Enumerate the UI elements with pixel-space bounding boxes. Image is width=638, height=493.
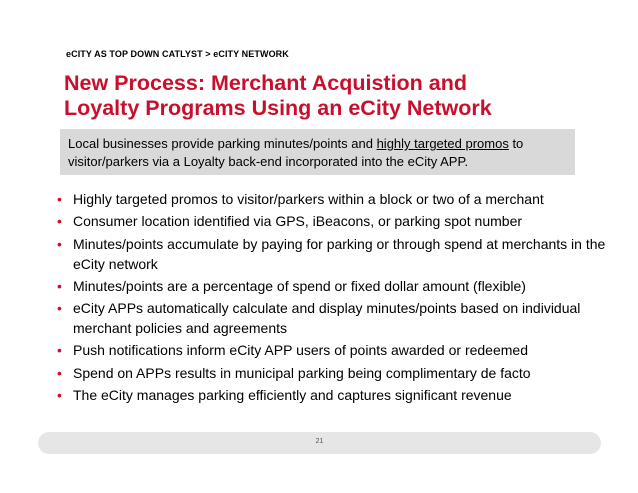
bullet-list <box>57 189 617 407</box>
bullet-text: Minutes/points are a percentage of spend or fixed dollar amount (flexible) <box>73 277 526 294</box>
bullet-text: Push notifications inform eCity APP users of points awarded or redeemed <box>73 342 528 359</box>
breadcrumb: eCITY AS TOP DOWN CATLYST > eCITY NETWORK <box>66 49 289 59</box>
bullet-dot-icon: • <box>57 364 62 381</box>
bullet-item <box>57 340 617 360</box>
callout-text-after: to visitor/parkers via a Loyalty back-end incorporated into the eCity APP. <box>68 136 524 169</box>
bullet-dot-icon: • <box>57 213 62 230</box>
slide-title-line-1: New Process: Merchant Acquistion and <box>64 71 468 95</box>
page-number: 21 <box>315 438 324 445</box>
footer-bar <box>38 432 601 454</box>
bullet-dot-icon: • <box>57 277 62 294</box>
bullet-item <box>57 363 617 383</box>
bullet-text: Highly targeted promos to visitor/parkers within a block or two of a merchant <box>73 191 544 207</box>
bullet-item <box>57 234 617 274</box>
slide-title <box>64 71 624 121</box>
bullet-text: Consumer location identified via GPS, iBeacons, or parking spot number <box>73 213 523 230</box>
bullet-item <box>57 276 617 296</box>
bullet-dot-icon: • <box>57 387 62 404</box>
callout-underlined-text: highly targeted promos <box>376 136 509 151</box>
bullet-text: Spend on APPs results in municipal parking being complimentary de facto <box>73 364 531 381</box>
bullet-text: eCity APPs automatically calculate and display minutes/points based on individual merchant policies and agreements <box>73 300 581 337</box>
bullet-dot-icon: • <box>57 235 62 252</box>
callout-text-before: Local businesses provide parking minutes/points and <box>68 136 377 151</box>
bullet-dot-icon: • <box>57 191 62 207</box>
bullet-dot-icon: • <box>57 342 62 359</box>
callout-box <box>60 129 575 175</box>
bullet-item <box>57 385 617 405</box>
bullet-text: Minutes/points accumulate by paying for parking or through spend at merchants in the eCity network <box>73 235 606 272</box>
bullet-dot-icon: • <box>57 300 62 317</box>
bullet-item <box>57 211 617 231</box>
bullet-item <box>57 189 617 209</box>
slide-title-line-2: Loyalty Programs Using an eCity Network <box>64 96 492 120</box>
bullet-item <box>57 298 617 338</box>
bullet-text: The eCity manages parking efficiently and captures significant revenue <box>73 387 512 404</box>
